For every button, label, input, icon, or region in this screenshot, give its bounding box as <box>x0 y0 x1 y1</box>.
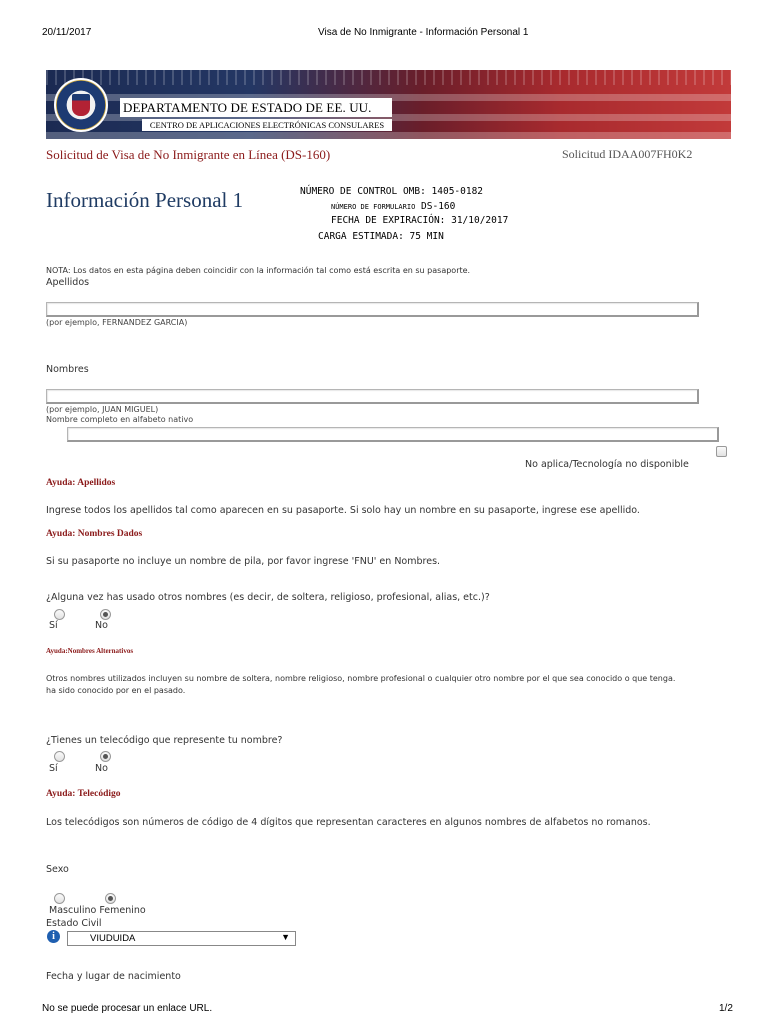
surnames-example: (por ejemplo, FERNANDEZ GARCIA) <box>46 318 188 327</box>
flag-stars-decoration <box>46 70 731 85</box>
sex-male-radio[interactable] <box>54 893 65 904</box>
other-names-yes-label: Sí <box>49 620 58 631</box>
print-title: Visa de No Inmigrante - Información Personal 1 <box>318 27 529 38</box>
page-title: Información Personal 1 <box>46 188 244 212</box>
sex-female-radio[interactable] <box>105 893 116 904</box>
native-name-input[interactable] <box>67 427 719 442</box>
help-alt-names-text-2: ha sido conocido por en el pasado. <box>46 686 186 695</box>
other-names-question: ¿Alguna vez has usado otros nombres (es decir, de soltera, religioso, profesional, alias, etc.)? <box>46 592 490 603</box>
omb-control-number: NÚMERO DE CONTROL OMB: 1405-0182 <box>300 186 484 197</box>
print-date: 20/11/2017 <box>42 27 92 38</box>
marital-status-value: VIUDUIDA <box>90 933 136 944</box>
print-footer-note: No se puede procesar un enlace URL. <box>42 1003 213 1014</box>
sex-label: Sexo <box>46 864 69 875</box>
help-telecode-title: Ayuda: Telecódigo <box>46 789 121 799</box>
surnames-label: Apellidos <box>46 277 90 288</box>
form-number: DS-160 <box>421 201 456 212</box>
other-names-no-radio[interactable] <box>100 609 111 620</box>
dropdown-arrow-icon: ▼ <box>281 932 290 942</box>
other-names-yes-radio[interactable] <box>54 609 65 620</box>
telecode-question: ¿Tienes un telecódigo que represente tu nombre? <box>46 735 283 746</box>
expiration-date: FECHA DE EXPIRACIÓN: 31/10/2017 <box>331 215 509 226</box>
sex-options-label: Masculino Femenino <box>49 905 146 916</box>
other-names-no-label: No <box>95 620 108 631</box>
form-number-label: NÚMERO DE FORMULARIO <box>331 203 416 211</box>
native-name-label: Nombre completo en alfabeto nativo <box>46 415 194 424</box>
passport-note: NOTA: Los datos en esta página deben coincidir con la información tal como está escrita en su pasaporte. <box>46 266 471 275</box>
help-telecode-text: Los telecódigos son números de código de 4 dígitos que representan caracteres en algunos nombres de alfabetos no romanos. <box>46 817 651 828</box>
telecode-no-label: No <box>95 763 108 774</box>
page-number: 1/2 <box>719 1003 733 1014</box>
given-names-input[interactable] <box>46 389 699 404</box>
consular-center-name: CENTRO DE APLICACIONES ELECTRÓNICAS CONSULARES <box>149 120 385 130</box>
not-applicable-label: No aplica/Tecnología no disponible <box>525 459 689 470</box>
form-number-row <box>331 201 455 212</box>
help-alt-names-title: Ayuda:Nombres Alternativos <box>46 647 134 655</box>
telecode-yes-label: Sí <box>49 763 58 774</box>
department-name: DEPARTAMENTO DE ESTADO DE EE. UU. <box>123 100 372 115</box>
surnames-input[interactable] <box>46 302 699 317</box>
telecode-yes-radio[interactable] <box>54 751 65 762</box>
application-id: Solicitud IDAA007FH0K2 <box>562 147 693 161</box>
birth-section-label: Fecha y lugar de nacimiento <box>46 971 181 982</box>
help-given-names-text: Si su pasaporte no incluye un nombre de pila, por favor ingrese 'FNU' en Nombres. <box>46 556 441 567</box>
estimated-burden: CARGA ESTIMADA: 75 MIN <box>318 231 444 242</box>
application-title: Solicitud de Visa de No Inmigrante en Línea (DS-160) <box>46 147 331 162</box>
marital-status-label: Estado Civil <box>46 918 102 929</box>
help-surnames-title: Ayuda: Apellidos <box>46 478 116 488</box>
given-names-example: (por ejemplo, JUAN MIGUEL) <box>46 405 159 414</box>
help-surnames-text: Ingrese todos los apellidos tal como aparecen en su pasaporte. Si solo hay un nombre en su pasaporte, ingrese ese apellido. <box>46 505 640 516</box>
header-banner <box>46 70 731 139</box>
marital-status-select[interactable] <box>67 931 296 946</box>
not-applicable-checkbox[interactable] <box>716 446 727 457</box>
info-icon[interactable]: i <box>47 930 60 943</box>
state-department-seal-icon <box>54 78 108 132</box>
help-alt-names-text-1: Otros nombres utilizados incluyen su nombre de soltera, nombre religioso, nombre profesional o cualquier otro nombre por el que sea conocido o que tenga. <box>46 674 676 683</box>
given-names-label: Nombres <box>46 364 89 375</box>
help-given-names-title: Ayuda: Nombres Dados <box>46 529 143 539</box>
telecode-no-radio[interactable] <box>100 751 111 762</box>
